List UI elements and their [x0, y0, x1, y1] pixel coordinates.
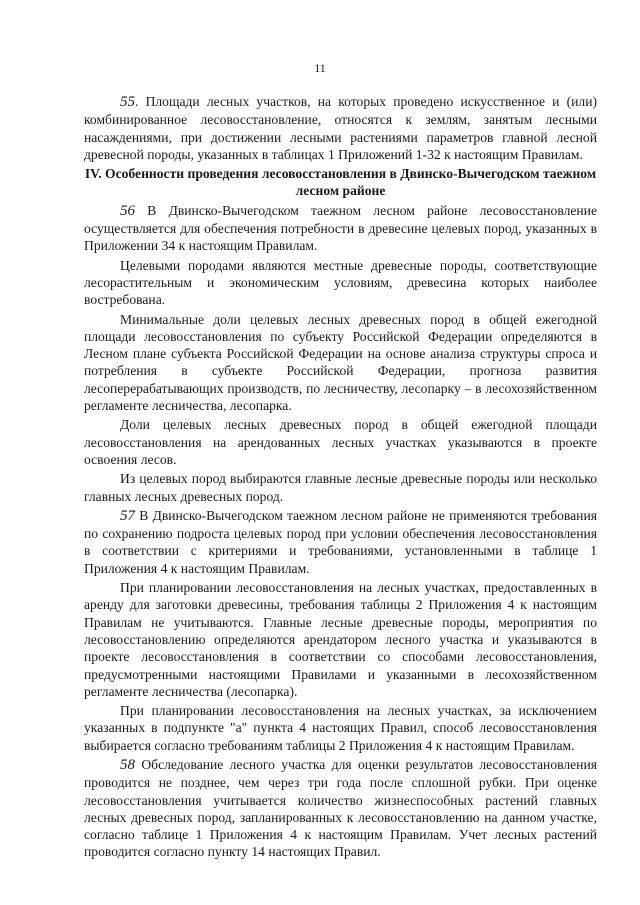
handwritten-item-number: 56 — [120, 202, 135, 219]
paragraph-text: При планировании лесовосстановления на лесных участках, предоставленных в аренду для заготовки древесины, требования таблицы 2 Приложения 4 к настоящим Правилам не учитываются. Главные лесные древесные породы, мероприятия по лесовосстановлению определяются арендатором лесного участка и указываются в проекте лесовосстановления в соответствии со способами лесовосстановления, предусмотренными настоящими Правилами и указанными в лесохозяйственном регламенте лесничества (лесопарка). — [84, 580, 597, 699]
paragraph-57 — [84, 507, 597, 577]
paragraph-text: . Площади лесных участков, на которых проведено искусственное и (или) комбинированное лесовосстановление, относятся к землям, занятым лесными насаждениями, при достижении лесными растениями параметров главной лесной древесной породы, указанных в таблицах 1 Приложений 1-32 к настоящим Правилам. — [84, 94, 597, 162]
paragraph-method-selection — [84, 702, 597, 754]
paragraph-leased-shares — [84, 416, 597, 468]
paragraph-56 — [84, 202, 597, 255]
paragraph-text: Из целевых пород выбираются главные лесные древесные породы или несколько главных лесных древесных пород. — [84, 471, 597, 504]
handwritten-item-number: 57 — [120, 507, 135, 524]
paragraph-text: Минимальные доли целевых лесных древесных пород в общей ежегодной площади лесовосстановления по субъекту Российской Федерации определяются в Лесном плане субъекта Российской Федерации на основе анализа структуры спроса и потребления в субъекте Российской Федерации, прогноза развития лесоперерабатывающих производств, по лесничеству, лесопарку – в лесохозяйственном регламенте лесничества, лесопарка. — [84, 311, 597, 414]
paragraph-text: В Двинско-Вычегодском таежном лесном районе лесовосстановление осуществляется для обеспечения потребности в древесине целевых пород, указанных в Приложении 34 к настоящим Правилам. — [84, 202, 597, 254]
paragraph-text: Обследование лесного участка для оценки результатов лесовосстановления проводится не позднее, чем через три года после сплошной рубки. При оценке лесовосстановления учитывается количество жизнеспособных растений главных лесных древесных пород, запланированных к лесовосстановлению на данном участке, согласно таблице 1 Приложения 4 к настоящим Правилам. Учет лесных растений проводится согласно пункту 14 настоящих Правил. — [84, 756, 597, 860]
handwritten-item-number: 58 — [120, 756, 135, 773]
paragraph-main-species — [84, 470, 597, 505]
paragraph-58 — [84, 756, 597, 861]
document-body — [84, 93, 597, 863]
section-heading: IV. Особенности проведения лесовосстановления в Двинско-Вычегодском таежном лесном районе — [84, 166, 597, 199]
paragraph-text: В Двинско-Вычегодском таежном лесном районе не применяются требования по сохранению подроста целевых пород при условии обеспечения лесовосстановления в соответствии с критериями и требованиями, установленными в таблице 1 Приложения 4 к настоящим Правилам. — [84, 507, 597, 576]
page-number: 11 — [314, 61, 326, 75]
paragraph-target-species — [84, 257, 597, 309]
paragraph-55 — [84, 93, 597, 163]
paragraph-text: При планировании лесовосстановления на лесных участках, за исключением указанных в подпункте "а" пункта 4 настоящих Правил, способ лесовосстановления выбирается согласно требованиям таблицы 2 Приложения 4 к настоящим Правилам. — [84, 703, 597, 753]
handwritten-item-number: 55 — [120, 94, 135, 110]
paragraph-lease-planning — [84, 579, 597, 700]
paragraph-text: Целевыми породами являются местные древесные породы, соответствующие лесорастительным и экономическим условиям, древесина которых наиболее востребована. — [84, 257, 597, 308]
paragraph-minimum-shares — [84, 311, 597, 415]
paragraph-text: Доли целевых лесных древесных пород в общей ежегодной площади лесовосстановления на арендованных лесных участках указываются в проекте освоения лесов. — [84, 417, 597, 467]
